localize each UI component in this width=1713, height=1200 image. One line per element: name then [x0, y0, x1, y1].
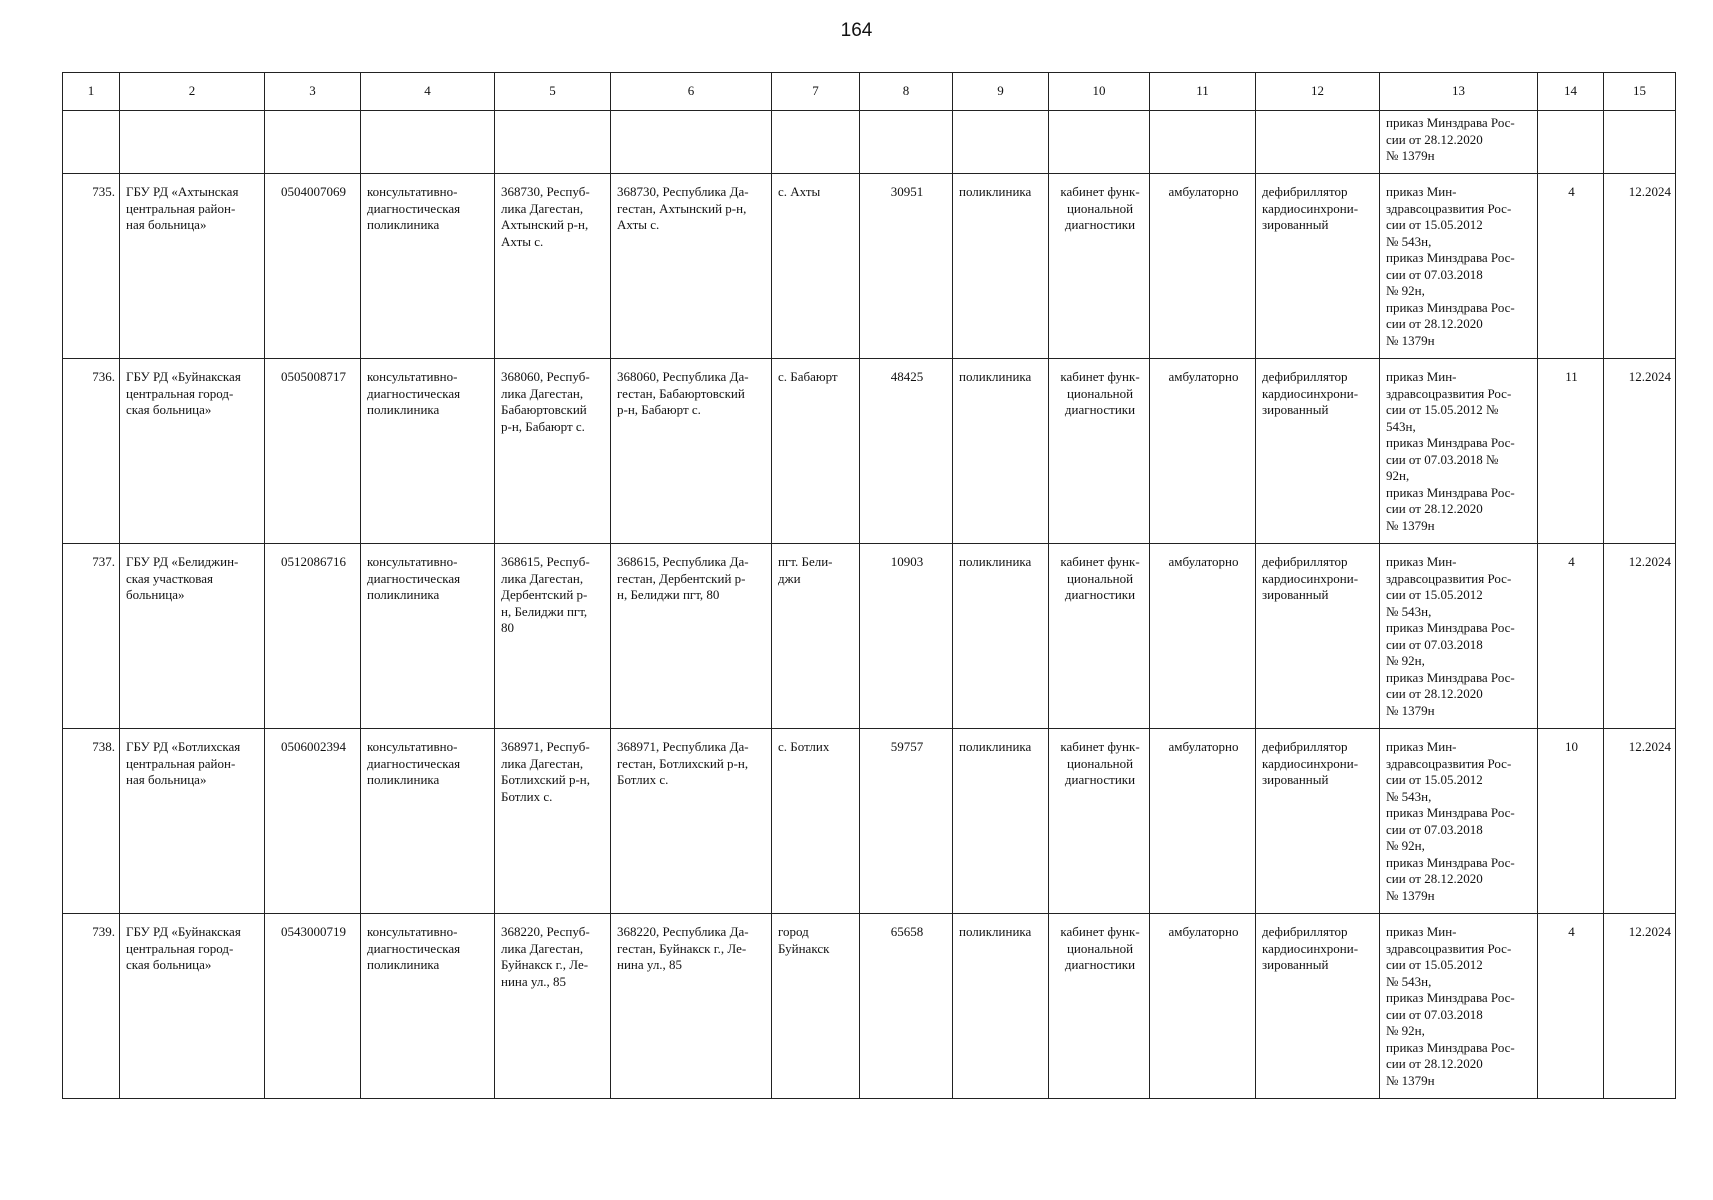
- table-cell: [1150, 111, 1256, 174]
- population-cell: 10903: [860, 544, 953, 729]
- equipment-cell: дефибриллятор кардиосинхрони- зированный: [1256, 174, 1380, 359]
- locality-cell: с. Ботлих: [772, 729, 860, 914]
- date-cell: 12.2024: [1604, 174, 1676, 359]
- table-cell: [1049, 111, 1150, 174]
- organization-cell: ГБУ РД «Буйнакская центральная город- ская больница»: [120, 914, 265, 1099]
- locality-cell: город Буйнакск: [772, 914, 860, 1099]
- table-cell: [860, 111, 953, 174]
- care-mode-cell: амбулаторно: [1150, 359, 1256, 544]
- basis-cell: приказ Мин- здравсоцразвития Рос- сии от 15.05.2012 № 543н, приказ Минздрава Рос- сии от 07.03.2018 № 92н, приказ Минздрава Рос- сии от 28.12.2020 № 1379н: [1380, 544, 1538, 729]
- legal-address-cell: 368971, Респуб- лика Дагестан, Ботлихский р-н, Ботлих с.: [495, 729, 611, 914]
- table-cell: [361, 111, 495, 174]
- actual-address-cell: 368615, Республика Да- гестан, Дербентский р- н, Белиджи пгт, 80: [611, 544, 772, 729]
- locality-cell: с. Бабаюрт: [772, 359, 860, 544]
- facility-type-cell: консультативно- диагностическая поликлиника: [361, 544, 495, 729]
- column-header: 15: [1604, 73, 1676, 111]
- actual-address-cell: 368220, Республика Да- гестан, Буйнакск г., Ле- нина ул., 85: [611, 914, 772, 1099]
- date-cell: 12.2024: [1604, 914, 1676, 1099]
- quantity-cell: 4: [1538, 544, 1604, 729]
- row-number-cell: 738.: [63, 729, 120, 914]
- column-header: 1: [63, 73, 120, 111]
- quantity-cell: 11: [1538, 359, 1604, 544]
- column-header: 12: [1256, 73, 1380, 111]
- organization-cell: ГБУ РД «Буйнакская центральная город- ская больница»: [120, 359, 265, 544]
- table-cell: [611, 111, 772, 174]
- inn-cell: 0543000719: [265, 914, 361, 1099]
- table-row: [63, 914, 1676, 1099]
- column-header: 13: [1380, 73, 1538, 111]
- actual-address-cell: 368971, Республика Да- гестан, Ботлихский р-н, Ботлих с.: [611, 729, 772, 914]
- basis-cell: приказ Мин- здравсоцразвития Рос- сии от 15.05.2012 № 543н, приказ Минздрава Рос- сии от 07.03.2018 № 92н, приказ Минздрава Рос- сии от 28.12.2020 № 1379н: [1380, 914, 1538, 1099]
- table-row: [63, 729, 1676, 914]
- care-mode-cell: амбулаторно: [1150, 914, 1256, 1099]
- column-header: 8: [860, 73, 953, 111]
- page-number: 164: [840, 20, 873, 41]
- population-cell: 59757: [860, 729, 953, 914]
- legal-address-cell: 368730, Респуб- лика Дагестан, Ахтынский р-н, Ахты с.: [495, 174, 611, 359]
- actual-address-cell: 368060, Республика Да- гестан, Бабаюртовский р-н, Бабаюрт с.: [611, 359, 772, 544]
- legal-address-cell: 368060, Респуб- лика Дагестан, Бабаюртовский р-н, Бабаюрт с.: [495, 359, 611, 544]
- table-row: [63, 174, 1676, 359]
- column-header: 5: [495, 73, 611, 111]
- table-row: [63, 359, 1676, 544]
- unit-cell: кабинет функ- циональной диагностики: [1049, 544, 1150, 729]
- column-header: 3: [265, 73, 361, 111]
- equipment-cell: дефибриллятор кардиосинхрони- зированный: [1256, 729, 1380, 914]
- table-cell: [63, 111, 120, 174]
- equipment-cell: дефибриллятор кардиосинхрони- зированный: [1256, 544, 1380, 729]
- row-number-cell: 736.: [63, 359, 120, 544]
- continuation-row: [63, 111, 1676, 174]
- table-cell: [265, 111, 361, 174]
- care-mode-cell: амбулаторно: [1150, 729, 1256, 914]
- facility-type-cell: консультативно- диагностическая поликлиника: [361, 914, 495, 1099]
- quantity-cell: 4: [1538, 174, 1604, 359]
- table-cell: [1604, 111, 1676, 174]
- column-header: 14: [1538, 73, 1604, 111]
- equipment-cell: дефибриллятор кардиосинхрони- зированный: [1256, 359, 1380, 544]
- actual-address-cell: 368730, Республика Да- гестан, Ахтынский р-н, Ахты с.: [611, 174, 772, 359]
- column-header: 4: [361, 73, 495, 111]
- division-kind-cell: поликлиника: [953, 914, 1049, 1099]
- legal-address-cell: 368220, Респуб- лика Дагестан, Буйнакск г., Ле- нина ул., 85: [495, 914, 611, 1099]
- facility-type-cell: консультативно- диагностическая поликлиника: [361, 729, 495, 914]
- inn-cell: 0505008717: [265, 359, 361, 544]
- basis-cell: приказ Мин- здравсоцразвития Рос- сии от 15.05.2012 № 543н, приказ Минздрава Рос- сии от 07.03.2018 № 92н, приказ Минздрава Рос- сии от 28.12.2020 № 1379н: [1380, 359, 1538, 544]
- population-cell: 65658: [860, 914, 953, 1099]
- basis-cell: приказ Мин- здравсоцразвития Рос- сии от 15.05.2012 № 543н, приказ Минздрава Рос- сии от 07.03.2018 № 92н, приказ Минздрава Рос- сии от 28.12.2020 № 1379н: [1380, 729, 1538, 914]
- header-row: [63, 73, 1676, 111]
- division-kind-cell: поликлиника: [953, 359, 1049, 544]
- legal-address-cell: 368615, Респуб- лика Дагестан, Дербентский р- н, Белиджи пгт, 80: [495, 544, 611, 729]
- table-cell: [120, 111, 265, 174]
- table-cell: [495, 111, 611, 174]
- division-kind-cell: поликлиника: [953, 544, 1049, 729]
- locality-cell: пгт. Бели- джи: [772, 544, 860, 729]
- quantity-cell: 4: [1538, 914, 1604, 1099]
- division-kind-cell: поликлиника: [953, 729, 1049, 914]
- basis-cell: приказ Мин- здравсоцразвития Рос- сии от 15.05.2012 № 543н, приказ Минздрава Рос- сии от 07.03.2018 № 92н, приказ Минздрава Рос- сии от 28.12.2020 № 1379н: [1380, 174, 1538, 359]
- column-header: 9: [953, 73, 1049, 111]
- column-header: 10: [1049, 73, 1150, 111]
- date-cell: 12.2024: [1604, 359, 1676, 544]
- table-cell: [1538, 111, 1604, 174]
- division-kind-cell: поликлиника: [953, 174, 1049, 359]
- row-number-cell: 737.: [63, 544, 120, 729]
- care-mode-cell: амбулаторно: [1150, 544, 1256, 729]
- inn-cell: 0506002394: [265, 729, 361, 914]
- organization-cell: ГБУ РД «Белиджин- ская участковая больница»: [120, 544, 265, 729]
- inn-cell: 0504007069: [265, 174, 361, 359]
- unit-cell: кабинет функ- циональной диагностики: [1049, 729, 1150, 914]
- quantity-cell: 10: [1538, 729, 1604, 914]
- equipment-cell: дефибриллятор кардиосинхрони- зированный: [1256, 914, 1380, 1099]
- population-cell: 30951: [860, 174, 953, 359]
- locality-cell: с. Ахты: [772, 174, 860, 359]
- registry-table: [62, 72, 1676, 1099]
- table-cell: [1256, 111, 1380, 174]
- table-cell: [953, 111, 1049, 174]
- date-cell: 12.2024: [1604, 729, 1676, 914]
- organization-cell: ГБУ РД «Ботлихская центральная район- ная больница»: [120, 729, 265, 914]
- unit-cell: кабинет функ- циональной диагностики: [1049, 914, 1150, 1099]
- inn-cell: 0512086716: [265, 544, 361, 729]
- table-row: [63, 544, 1676, 729]
- column-header: 11: [1150, 73, 1256, 111]
- unit-cell: кабинет функ- циональной диагностики: [1049, 359, 1150, 544]
- column-header: 2: [120, 73, 265, 111]
- facility-type-cell: консультативно- диагностическая поликлиника: [361, 174, 495, 359]
- population-cell: 48425: [860, 359, 953, 544]
- row-number-cell: 735.: [63, 174, 120, 359]
- date-cell: 12.2024: [1604, 544, 1676, 729]
- facility-type-cell: консультативно- диагностическая поликлиника: [361, 359, 495, 544]
- column-header: 7: [772, 73, 860, 111]
- unit-cell: кабинет функ- циональной диагностики: [1049, 174, 1150, 359]
- row-number-cell: 739.: [63, 914, 120, 1099]
- table-cell: [772, 111, 860, 174]
- column-header: 6: [611, 73, 772, 111]
- care-mode-cell: амбулаторно: [1150, 174, 1256, 359]
- organization-cell: ГБУ РД «Ахтынская центральная район- ная больница»: [120, 174, 265, 359]
- table-cell-basis: приказ Минздрава Рос- сии от 28.12.2020 № 1379н: [1380, 111, 1538, 174]
